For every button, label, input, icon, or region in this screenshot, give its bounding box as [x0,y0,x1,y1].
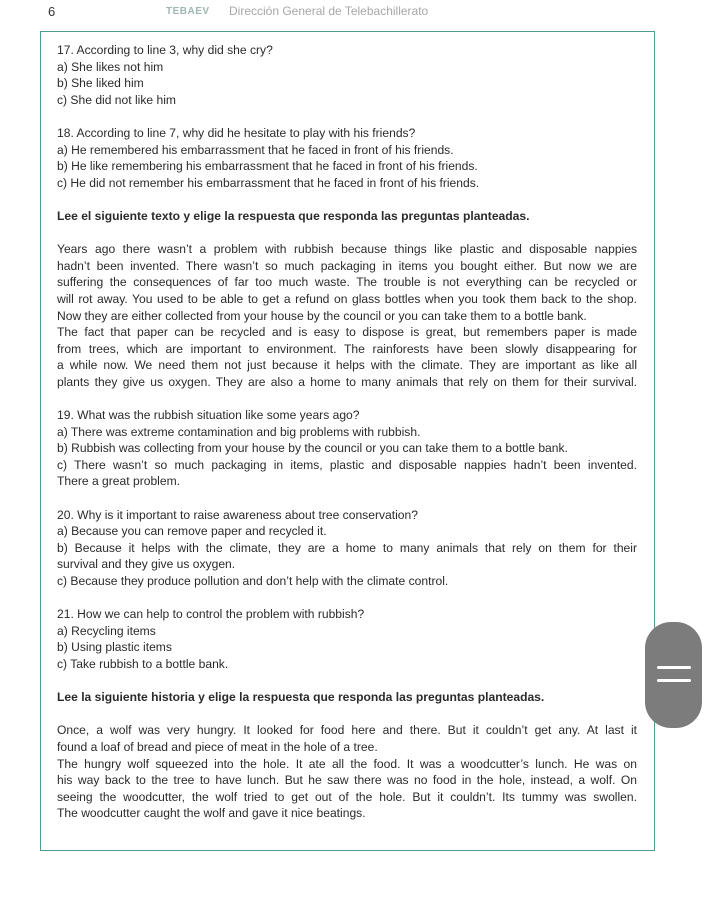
option-b-continued: survival and they give us oxygen. [57,557,236,572]
passage-line: found a loaf of bread and piece of meat in the hole of a tree. [57,739,378,754]
instruction-text: Lee el siguiente texto y elige la respuesta que responda las preguntas planteadas. [57,208,530,223]
option-b: b) Rubbish was collecting from your house by the council or you can take them to a bottle bank. [57,441,568,456]
passage-line: a while now. We need them not just because it helps with the climate. They are important as like all [57,358,637,373]
passage-line: hadn’t been invented. There wasn’t so much packaging in items you bought either. But now we are [57,258,637,273]
question-text: 19. What was the rubbish situation like some years ago? [57,408,360,423]
header-organization: Dirección General de Telebachillerato [229,4,429,18]
question-17 [57,42,637,108]
header-logo: TEBAEV [166,6,210,17]
passage-line: Once, a wolf was very hungry. It looked for food here and there. But it couldn’t get any. At last it [57,723,637,738]
question-text: 20. Why is it important to raise awareness about tree conservation? [57,507,418,522]
option-a: a) Because you can remove paper and recycled it. [57,524,327,539]
question-21 [57,606,637,672]
option-b: b) He like remembering his embarrassment that he faced in front of his friends. [57,159,478,174]
passage-line: The fact that paper can be recycled and is easy to dispose is great, but remembers paper is made [57,325,637,340]
passage-line: will rot away. You used to be able to get a refund on glass bottles when you took them back to the shop. [57,291,637,306]
passage-line: plants they give us oxygen. They are also a home to many animals that rely on them for their survival. [57,374,637,389]
passage-line: his way back to the tree to have lunch. But he saw there was no food in the hole, instead, a wolf. On [57,773,637,788]
question-text: 21. How we can help to control the problem with rubbish? [57,607,365,622]
question-20 [57,507,637,590]
option-c: c) Take rubbish to a bottle bank. [57,656,229,671]
option-c: c) Because they produce pollution and don’t help with the climate control. [57,574,449,588]
grip-line-icon [657,679,691,682]
question-18 [57,125,637,191]
option-c: c) She did not like him [57,92,176,107]
option-a: a) He remembered his embarrassment that he faced in front of his friends. [57,142,454,157]
option-b: b) Because it helps with the climate, they are a home to many animals that rely on them for their [57,540,637,555]
passage-line: Now they are either collected from your house by the council or you can take them to a bottle bank. [57,308,587,323]
passage-line: The woodcutter caught the wolf and gave it nice beatings. [57,806,366,821]
option-a: a) She likes not him [57,59,164,74]
passage-line: seeing the woodcutter, the wolf tried to get out of the hole. But it couldn’t. Its tummy was swollen. [57,789,637,804]
question-text: 17. According to line 3, why did she cry? [57,43,273,57]
passage-line: from trees, which are important to environment. The rainforests have been slowly disappearing for [57,341,637,356]
option-a: a) Recycling items [57,623,156,638]
passage-line: The hungry wolf squeezed into the hole. It ate all the food. It was a woodcutter’s lunch. He was on [57,756,637,771]
passage-line: suffering the consequences of far too much waste. The trouble is not everything can be recycled or [57,275,637,290]
question-19 [57,407,637,490]
option-c-continued: There a great problem. [57,474,181,489]
option-a: a) There was extreme contamination and big problems with rubbish. [57,424,421,439]
option-b: b) Using plastic items [57,640,172,655]
option-c: c) There wasn’t so much packaging in items, plastic and disposable nappies hadn’t been invented. [57,457,637,472]
passage-line: Years ago there wasn’t a problem with rubbish because things like plastic and disposable nappies [57,242,637,257]
story-passage-wolf [57,722,637,822]
page-number: 6 [48,4,56,19]
instruction-text: Lee la siguiente historia y elige la respuesta que responda las preguntas planteadas. [57,690,545,705]
question-text: 18. According to line 7, why did he hesitate to play with his friends? [57,125,416,140]
option-c: c) He did not remember his embarrassment that he faced in front of his friends. [57,175,480,190]
reading-passage-rubbish [57,241,637,390]
document-content [57,42,637,839]
option-b: b) She liked him [57,76,144,91]
grip-line-icon [657,666,691,669]
scroll-handle[interactable] [645,622,702,728]
